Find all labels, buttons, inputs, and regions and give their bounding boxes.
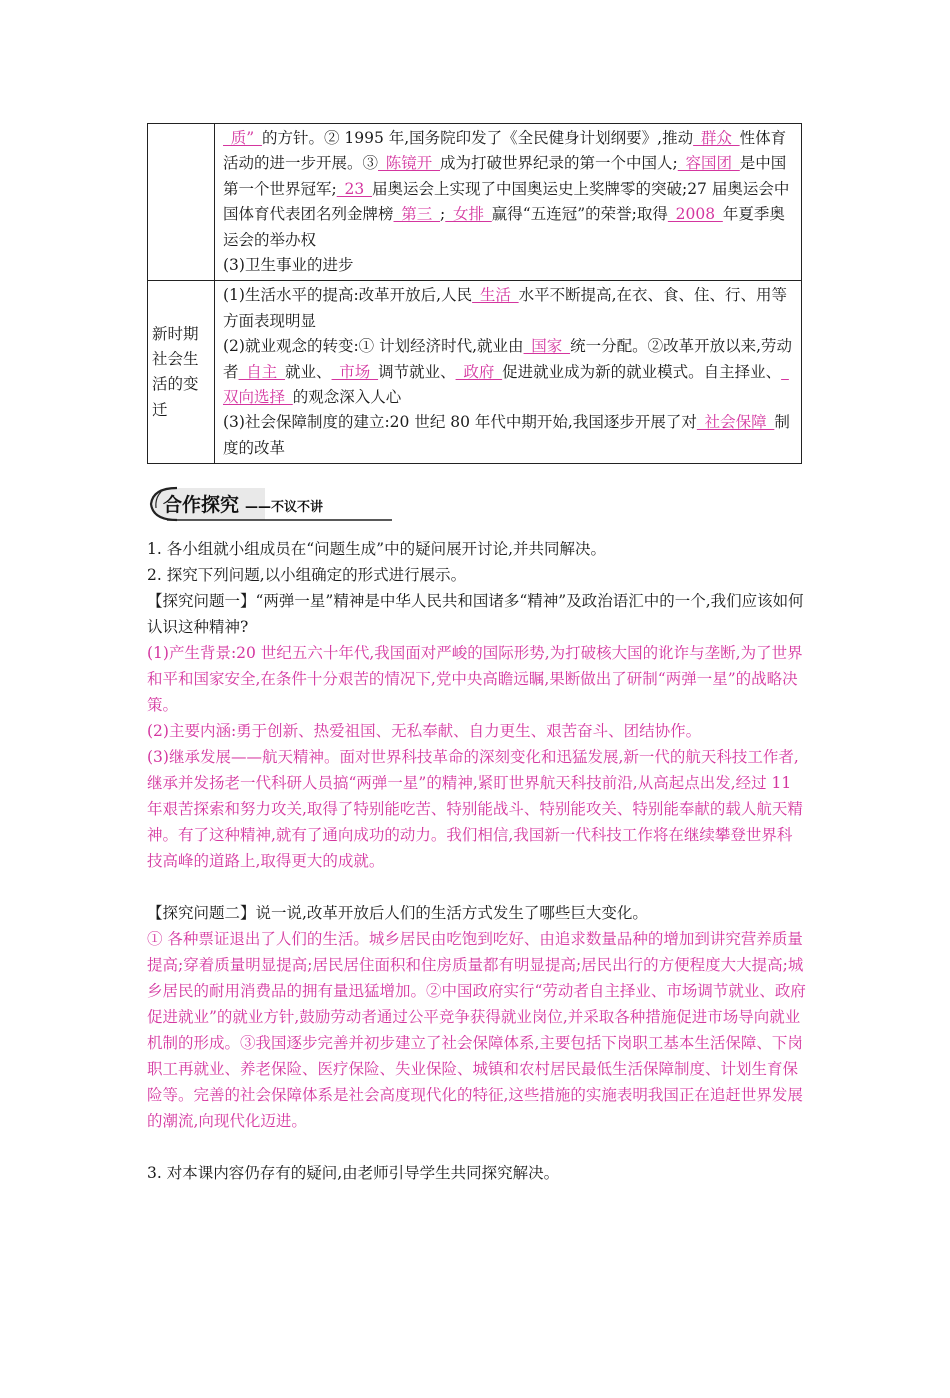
fill-in-answer: 社会保障 [696,413,775,432]
fill-in-answer: 自主 [238,362,286,381]
text-segment: 成为打破世界纪录的第一个中国人; [440,154,678,173]
instruction-2: 2. 探究下列问题,以小组确定的形式进行展示。 [147,566,467,584]
instruction-3: 3. 对本课内容仍存有的疑问,由老师引导学生共同探究解决。 [147,1164,560,1182]
table-row [148,281,802,464]
living-standard-paragraph [223,283,795,334]
row-label: 新时期社会生活的变迁 [148,281,215,464]
text-segment: 调节就业、 [378,362,456,381]
text-segment: ; [440,205,446,224]
text-segment: 促进就业成为新的就业模式。自主择业、 [502,362,782,381]
section-header [147,484,397,524]
fill-in-answer: 市场 [331,362,379,381]
summary-table [147,123,802,464]
table-cell [215,124,802,281]
text-segment: 的观念深入人心 [292,388,402,407]
section-title: 合作探究 [163,494,240,516]
fill-in-answer: 生活 [472,286,519,305]
text-segment: (1)生活水平的提高:改革开放后,人民 [223,286,473,305]
question-2: 【探究问题二】说一说,改革开放后人们的生活方式发生了哪些巨大变化。 [147,904,648,922]
text-segment: 制度的改革 [223,413,790,457]
text-segment: (3)社会保障制度的建立:20 世纪 80 年代中期开始,我国逐步开展了对 [223,413,697,432]
text-segment: 性体育活动的进一步开展。③ [223,129,787,173]
fill-in-answer: 双向选择 [223,362,789,407]
text-segment: 就业、 [285,362,332,381]
row-label-empty [148,124,215,281]
table-row [148,124,802,281]
section-header-graphic [147,484,397,524]
fill-in-answer: 女排 [445,205,492,224]
fill-in-answer: 23 [336,179,372,198]
text-segment: 是中国第一个世界冠军; [223,154,787,198]
health-heading: (3)卫生事业的进步 [223,256,354,275]
fill-in-answer: 政府 [455,362,503,381]
fill-in-answer: 2008 [667,205,723,224]
social-security-paragraph [223,410,795,461]
text-segment: (2)就业观念的转变:① 计划经济时代,就业由 [223,337,524,356]
answer-1-background: (1)产生背景:20 世纪五六十年代,我国面对严峻的国际形势,为打破核大国的讹诈与垄断,为了世界和平和国家安全,在条件十分艰苦的情况下,党中央高瞻远瞩,果断做出了研制“两弹一星”的战略决策。 [147,644,803,714]
section-subtitle: ——不议不讲 [245,500,324,515]
table-cell [215,281,802,464]
fill-in-answer: 第三 [393,205,441,224]
text-segment: 的方针。② 1995 年,国务院印发了《全民健身计划纲要》,推动 [261,129,694,147]
text-segment: 水平不断提高,在衣、食、住、行、用等方面表现明显 [223,286,788,330]
question-1: 【探究问题一】“两弹一星”精神是中华人民共和国诸多“精神”及政治语汇中的一个,我们应该如何认识这种精神? [147,592,804,636]
answer-1-connotation: (2)主要内涵:勇于创新、热爱祖国、无私奉献、自力更生、艰苦奋斗、团结协作。 [147,722,702,740]
text-segment: 统一分配。②改革开放以来,劳动者 [223,337,792,381]
answer-1-development: (3)继承发展——航天精神。面对世界科技革命的深刻变化和迅猛发展,新一代的航天科技工作者,继承并发扬老一代科研人员搞“两弹一星”的精神,紧盯世界航天科技前沿,从高起点出发,经过 11 年艰苦探索和努力攻关,取得了特别能吃苦、特别能战斗、特别能攻关、特别能奉献的载人航天精神。有了这种精神,就有了通向成功的动力。我们相信,我国新一代科技工作将在继续攀登世界科技高峰的道路上,取得更大的成就。 [147,748,803,870]
text-segment: 赢得“五连冠”的荣誉;取得 [491,205,668,224]
fill-in-answer: 陈镜开 [378,154,441,173]
fill-in-answer: 群众 [693,129,740,147]
sports-paragraph [223,126,795,253]
instruction-1: 1. 各小组就小组成员在“问题生成”中的疑问展开讨论,并共同解决。 [147,540,606,558]
main-content [147,536,807,1186]
fill-in-answer: 容国团 [677,154,740,173]
fill-in-answer: 国家 [523,337,571,356]
employment-paragraph [223,334,795,410]
text-segment: 届奥运会上实现了中国奥运史上奖牌零的突破;27 届奥运会中国体育代表团名列金牌榜 [223,179,790,224]
fill-in-answer: 质” [223,129,262,147]
answer-2: ① 各种票证退出了人们的生活。城乡居民由吃饱到吃好、由追求数量品种的增加到讲究营养质量提高;穿着质量明显提高;居民居住面积和住房质量都有明显提高;居民出行的方便程度大大提高;城乡居民的耐用消费品的拥有量迅猛增加。②中国政府实行“劳动者自主择业、市场调节就业、政府促进就业”的就业方针,鼓励劳动者通过公平竞争获得就业岗位,并采取各种措施促进市场导向就业机制的形成。③我国逐步完善并初步建立了社会保障体系,主要包括下岗职工基本生活保障、下岗职工再就业、养老保险、医疗保险、失业保险、城镇和农村居民最低生活保障制度、计划生育保险等。完善的社会保障体系是社会高度现代化的特征,这些措施的实施表明我国正在追赶世界发展的潮流,向现代化迈进。 [147,930,806,1130]
text-segment: 年夏季奥运会的举办权 [223,205,785,249]
